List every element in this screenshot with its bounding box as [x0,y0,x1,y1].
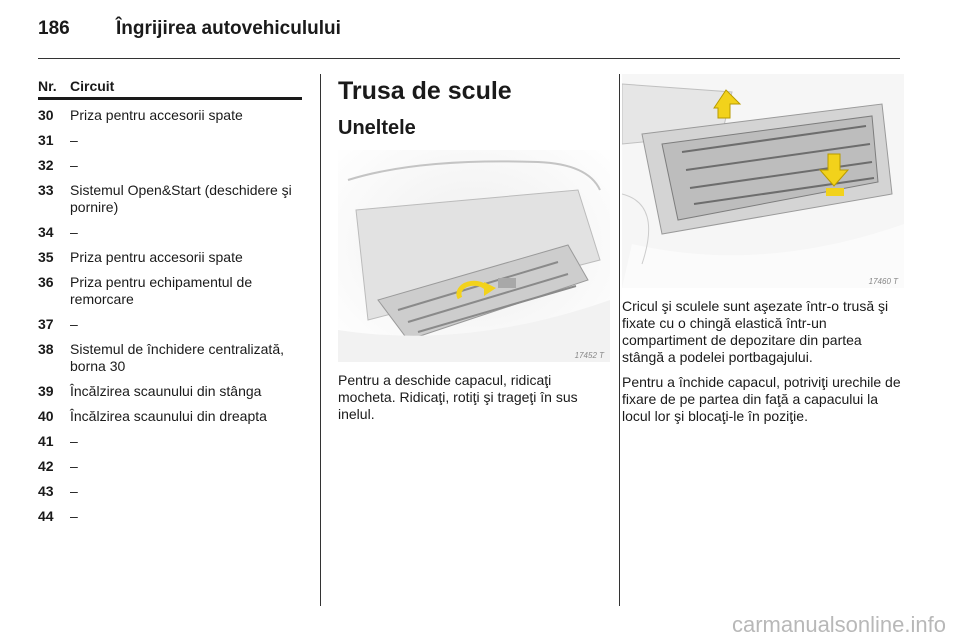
figure-tool-kit [622,74,904,288]
fuse-number: 33 [38,182,54,198]
fuse-circuit: Priza pentru echipamentul de remorcare [70,274,253,307]
fuse-circuit: Sistemul de închidere centralizată, borna 30 [70,341,284,374]
table-row [38,132,302,149]
page-title: Îngrijirea autovehiculului [116,18,341,39]
fuse-table [38,78,302,533]
instruction-close: Pentru a închide capacul, potriviţi urechile de fixare de pe partea din faţă a capacului la locul lor şi blocaţi-le în poziţie. [622,374,901,424]
table-row [38,224,302,241]
fuse-number: 32 [38,157,54,173]
fuse-circuit: – [70,483,78,499]
section-title: Trusa de scule [338,77,512,105]
figure-trunk-floor [338,150,610,362]
trunk-floor-illustration [338,150,610,362]
instruction-open: Pentru a deschide capacul, ridicaţi mocheta. Ridicaţi, rotiţi şi trageţi în sus inelul. [338,372,578,422]
section-subtitle: Uneltele [338,117,416,139]
column-divider [320,74,321,606]
fuse-number: 40 [38,408,54,424]
fuse-circuit: – [70,458,78,474]
fuse-number: 43 [38,483,54,499]
table-row [38,341,302,375]
table-body [38,107,302,525]
table-row [38,107,302,124]
tool-kit-text [622,298,904,425]
fuse-circuit: – [70,316,78,332]
table-header-rule [38,97,302,100]
tool-kit-description: Cricul şi sculele sunt aşezate într-o trusă şi fixate cu o chingă elastică într-un compartiment de depozitare din partea stângă a podelei portbagajului. [622,298,889,365]
table-row [38,483,302,500]
page-number: 186 [38,18,70,39]
fuse-number: 30 [38,107,54,123]
fuse-number: 31 [38,132,54,148]
fuse-circuit: Încălzirea scaunului din stânga [70,383,262,399]
table-row [38,182,302,216]
table-header [38,78,302,96]
column-header-nr: Nr. [38,78,57,94]
fuse-number: 39 [38,383,54,399]
figure-id: 17460 T [868,277,898,286]
column-header-circuit: Circuit [70,78,115,94]
fuse-circuit: – [70,132,78,148]
watermark: carmanualsonline.info [731,612,946,637]
table-row [38,383,302,400]
table-row [38,408,302,425]
table-row [38,433,302,450]
table-row [38,316,302,333]
fuse-circuit: – [70,508,78,524]
fuse-circuit: Priza pentru accesorii spate [70,249,243,265]
table-row [38,249,302,266]
table-row [38,508,302,525]
tool-kit-illustration [622,74,904,288]
fuse-number: 37 [38,316,54,332]
header-divider [38,58,900,59]
fuse-circuit: – [70,224,78,240]
table-row [38,157,302,174]
fuse-number: 42 [38,458,54,474]
fuse-number: 36 [38,274,54,290]
fuse-number: 38 [38,341,54,357]
figure-id: 17452 T [574,351,604,360]
fuse-number: 34 [38,224,54,240]
fuse-circuit: Priza pentru accesorii spate [70,107,243,123]
table-row [38,274,302,308]
fuse-number: 35 [38,249,54,265]
fuse-number: 41 [38,433,54,449]
fuse-circuit: – [70,433,78,449]
table-row [38,458,302,475]
fuse-circuit: Sistemul Open&Start (deschidere şi pornire) [70,182,292,215]
section-column [338,76,608,140]
column-divider [619,74,620,606]
fuse-number: 44 [38,508,54,524]
fuse-circuit: Încălzirea scaunului din dreapta [70,408,267,424]
fuse-circuit: – [70,157,78,173]
